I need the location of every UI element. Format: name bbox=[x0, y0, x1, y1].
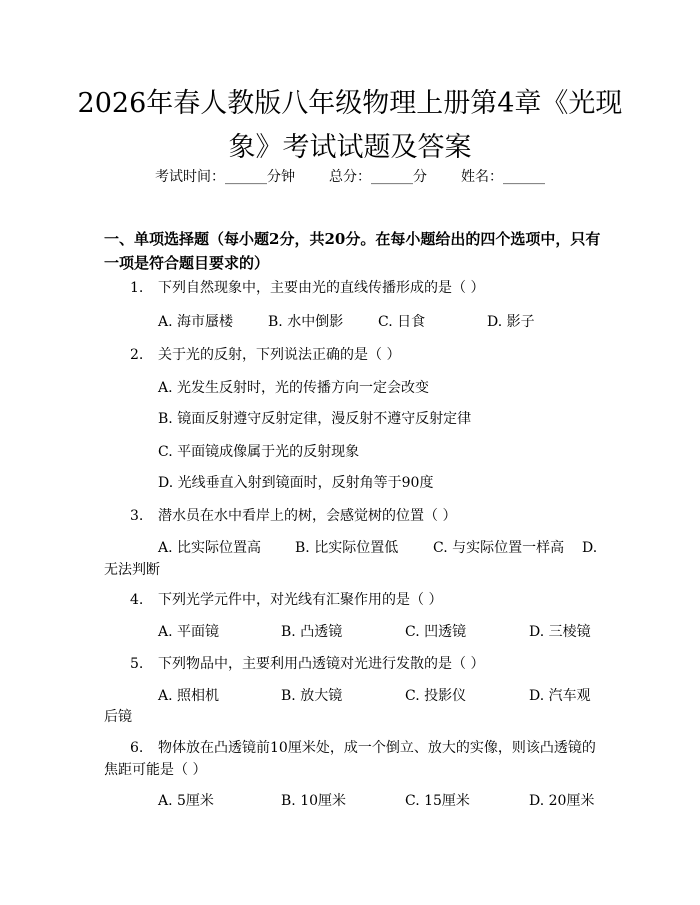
q5-option-c: C. 投影仪 bbox=[405, 688, 467, 704]
question-6 bbox=[130, 737, 610, 759]
q6-option-d: D. 20厘米 bbox=[529, 793, 595, 809]
q6-option-a: A. 5厘米 bbox=[158, 793, 214, 809]
exam-meta bbox=[0, 166, 700, 188]
q3-option-d-text: 无法判断 bbox=[104, 562, 160, 578]
q1-option-d: D. 影子 bbox=[487, 314, 535, 330]
question-number: 3. bbox=[130, 508, 144, 524]
q5-option-a: A. 照相机 bbox=[158, 688, 220, 704]
question-stem: 潜水员在水中看岸上的树，会感觉树的位置（ ） bbox=[158, 508, 457, 524]
question-4 bbox=[130, 589, 610, 611]
question-number: 4. bbox=[130, 592, 144, 608]
question-5 bbox=[130, 653, 610, 675]
q6-stem-continued: 焦距可能是（ ） bbox=[104, 762, 207, 778]
question-stem: 下列光学元件中，对光线有汇聚作用的是（ ） bbox=[158, 592, 443, 608]
q4-option-d: D. 三棱镜 bbox=[529, 624, 591, 640]
q6-option-b: B. 10厘米 bbox=[281, 793, 347, 809]
q5-option-d-text: 后镜 bbox=[104, 709, 132, 725]
question-stem: 物体放在凸透镜前10厘米处，成一个倒立、放大的实像，则该凸透镜的 bbox=[158, 740, 596, 756]
question-2 bbox=[130, 344, 610, 366]
question-number: 2. bbox=[130, 347, 144, 363]
question-1 bbox=[130, 277, 610, 299]
section-heading: 一、单项选择题（每小题2分，共20分。在每小题给出的四个选项中，只有一项是符合题目要求的） bbox=[104, 230, 601, 272]
question-number: 6. bbox=[130, 740, 144, 756]
q2-option-d: D. 光线垂直入射到镜面时，反射角等于90度 bbox=[158, 475, 434, 491]
q2-option-c: C. 平面镜成像属于光的反射现象 bbox=[158, 444, 360, 460]
q6-option-c: C. 15厘米 bbox=[405, 793, 470, 809]
question-number: 1. bbox=[130, 280, 144, 296]
question-stem: 关于光的反射，下列说法正确的是（ ） bbox=[158, 347, 401, 363]
q2-option-a: A. 光发生反射时，光的传播方向一定会改变 bbox=[158, 380, 430, 396]
q1-option-a: A. 海市蜃楼 bbox=[158, 314, 234, 330]
question-3 bbox=[130, 505, 610, 527]
exam-title: 2026年春人教版八年级物理上册第4章《光现象》考试试题及答案 bbox=[77, 88, 623, 163]
q2-option-b: B. 镜面反射遵守反射定律，漫反射不遵守反射定律 bbox=[158, 411, 472, 427]
question-stem: 下列物品中，主要利用凸透镜对光进行发散的是（ ） bbox=[158, 656, 485, 672]
q1-option-b: B. 水中倒影 bbox=[268, 314, 344, 330]
question-stem: 下列自然现象中，主要由光的直线传播形成的是（ ） bbox=[158, 280, 485, 296]
total-score-field: 总分：______分 bbox=[329, 169, 427, 185]
exam-time-field: 考试时间：______分钟 bbox=[155, 169, 295, 185]
q3-option-a: A. 比实际位置高 bbox=[158, 540, 262, 556]
q3-option-d: D. bbox=[582, 540, 598, 556]
q4-option-c: C. 凹透镜 bbox=[405, 624, 467, 640]
q3-option-b: B. 比实际位置低 bbox=[295, 540, 399, 556]
q3-option-c: C. 与实际位置一样高 bbox=[433, 540, 565, 556]
q4-option-b: B. 凸透镜 bbox=[281, 624, 343, 640]
q5-option-b: B. 放大镜 bbox=[281, 688, 343, 704]
q4-option-a: A. 平面镜 bbox=[158, 624, 220, 640]
q1-option-c: C. 日食 bbox=[378, 314, 426, 330]
question-number: 5. bbox=[130, 656, 144, 672]
q5-option-d: D. 汽车观 bbox=[529, 688, 591, 704]
student-name-field: 姓名：______ bbox=[461, 169, 545, 185]
